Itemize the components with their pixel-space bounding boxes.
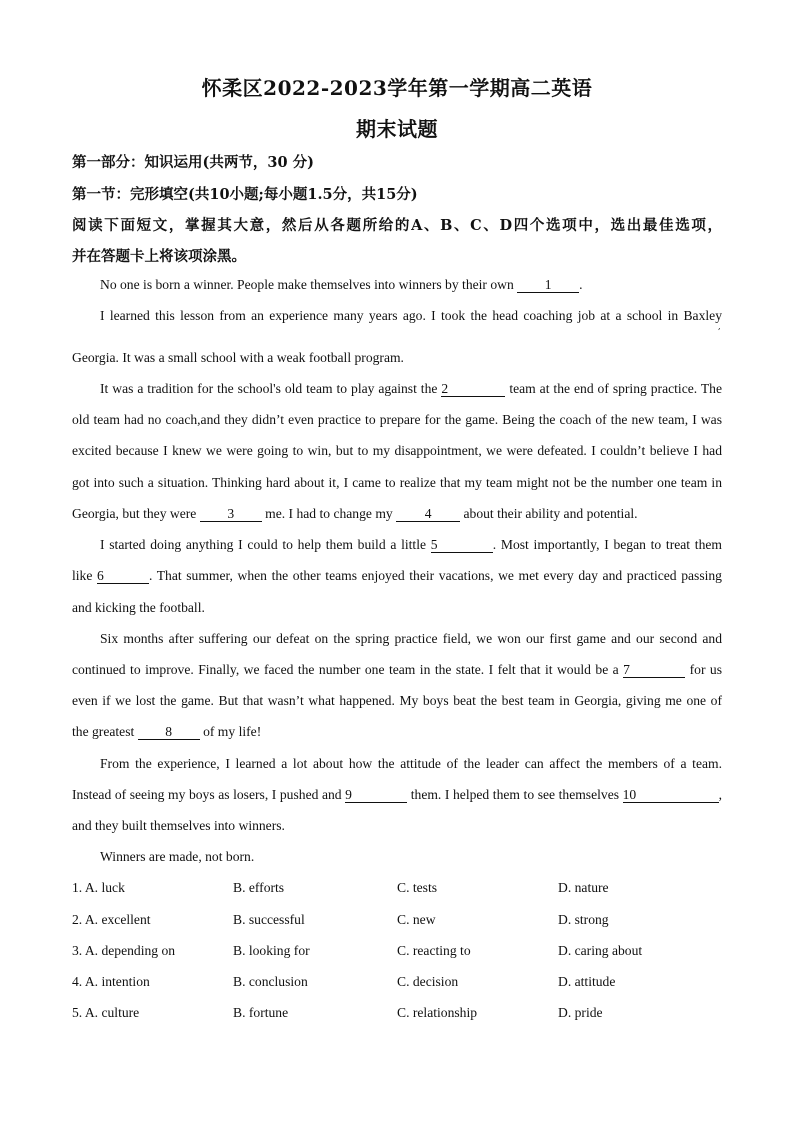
passage-line: I learned this lesson from an experience many years ago. I took the head coaching job at a school in Baxley bbox=[100, 308, 722, 323]
passage-line: even if we lost the game. But that wasn’t what happened. My boys beat the best team in Georgia, giving me one of bbox=[72, 693, 722, 708]
blank-5: 5 bbox=[431, 538, 493, 553]
part1-heading: 第一部分：知识运用(共两节，30 分) bbox=[72, 154, 314, 171]
option-row: 3. A. depending on B. looking for C. reacting to D. caring about bbox=[72, 943, 643, 958]
passage-line: excited because I knew we were going to win, but to my disappointment, we were defeated. I couldn’t believe I had bbox=[72, 443, 722, 458]
passage-line: From the experience, I learned a lot about how the attitude of the leader can affect the members of a team. bbox=[100, 756, 722, 771]
section1-heading: 第一节：完形填空(共10小题;每小题1.5分，共15分) bbox=[72, 186, 418, 203]
stray-mark: , bbox=[718, 322, 721, 331]
passage-line: Winners are made, not born. bbox=[100, 849, 255, 864]
exam-title: 怀柔区2022-2023学年第一学期高二英语 bbox=[201, 76, 593, 100]
passage-line: old team had no coach,and they didn’t even practice to prepare for the game. Being the coach of the new team, I was bbox=[72, 412, 722, 427]
blank-1: 1 bbox=[517, 278, 579, 293]
blank-6: 6 bbox=[97, 569, 149, 584]
passage-line: the greatest 8 of my life! bbox=[72, 724, 262, 739]
instruction-line-1: 阅读下面短文，掌握其大意，然后从各题所给的A、B、C、D四个选项中，选出最佳选项， bbox=[72, 217, 722, 234]
passage-line: and they built themselves into winners. bbox=[72, 818, 285, 833]
option-row: 5. A. culture B. fortune C. relationship D. pride bbox=[72, 1005, 603, 1020]
passage-line: I started doing anything I could to help them build a little 5 . Most importantly, I began to treat them bbox=[100, 537, 722, 552]
passage-line: got into such a situation. Thinking hard about it, I came to realize that my team might not be the number one team in bbox=[72, 475, 722, 490]
passage-line: Georgia. It was a small school with a weak football program. bbox=[72, 350, 404, 365]
options-list bbox=[72, 880, 732, 1030]
blank-2: 2 bbox=[441, 382, 505, 397]
passage-line: Six months after suffering our defeat on the spring practice field, we won our first game and our second and bbox=[100, 631, 722, 646]
blank-10: 10 bbox=[623, 788, 719, 803]
exam-subtitle: 期末试题 bbox=[356, 117, 438, 141]
passage-line: and kicking the football. bbox=[72, 600, 205, 615]
blank-8: 8 bbox=[138, 725, 200, 740]
passage-line: It was a tradition for the school's old team to play against the 2 team at the end of spring practice. The bbox=[100, 381, 722, 396]
blank-9: 9 bbox=[345, 788, 407, 803]
passage-line: continued to improve. Finally, we faced the number one team in the state. I felt that it would be a 7 for us bbox=[72, 662, 722, 677]
option-row: 2. A. excellent B. successful C. new D. strong bbox=[72, 912, 609, 927]
passage-line: like 6 . That summer, when the other teams enjoyed their vacations, we met every day and practiced passing bbox=[72, 568, 722, 583]
passage-line: Instead of seeing my boys as losers, I pushed and 9 them. I helped them to see themselves 10 , bbox=[72, 787, 722, 802]
option-row: 4. A. intention B. conclusion C. decision D. attitude bbox=[72, 974, 616, 989]
option-row: 1. A. luck B. efforts C. tests D. nature bbox=[72, 880, 609, 895]
instruction-line-2: 并在答题卡上将该项涂黑。 bbox=[72, 248, 246, 265]
blank-7: 7 bbox=[623, 663, 685, 678]
passage-line: No one is born a winner. People make themselves into winners by their own 1 . bbox=[100, 277, 583, 292]
blank-4: 4 bbox=[396, 507, 460, 522]
passage-line: Georgia, but they were 3 me. I had to change my 4 about their ability and potential. bbox=[72, 506, 638, 521]
blank-3: 3 bbox=[200, 507, 262, 522]
